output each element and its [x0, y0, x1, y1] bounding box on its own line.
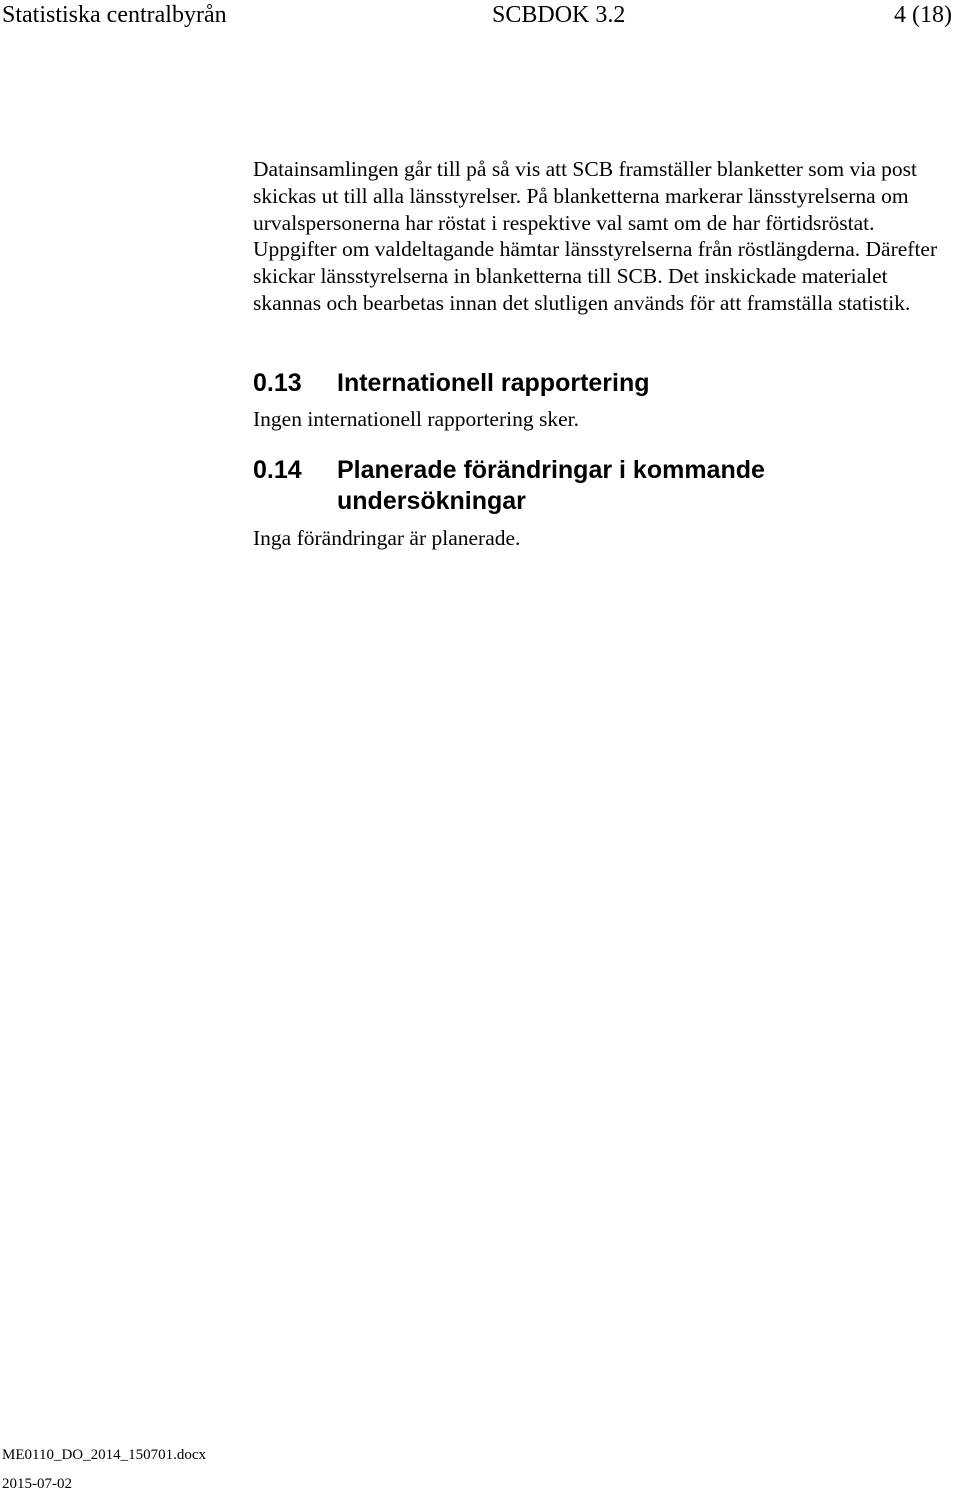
section-title: Internationell rapportering [337, 369, 650, 397]
section-number: 0.13 [253, 369, 302, 397]
page-header [0, 0, 960, 34]
paragraph-international-reporting: Ingen internationell rapportering sker. [253, 407, 579, 431]
header-organization: Statistiska centralbyrån [2, 2, 227, 28]
section-number: 0.14 [253, 456, 302, 484]
footer-filename: ME0110_DO_2014_150701.docx [2, 1447, 207, 1463]
section-title: Planerade förändringar i kommande undersökningar [337, 456, 765, 515]
paragraph-data-collection: Datainsamlingen går till på så vis att SCB framställer blanketter som via post skickas ut till alla länsstyrelser. På blanketterna markerar länsstyrelserna om urvalspersonerna har röstat i respektive val samt om de har förtidsröstat. Uppgifter om valdeltagande hämtar länsstyrelserna från röstlängderna. Därefter skickar länsstyrelserna in blanketterna till SCB. Det inskickade materialet skannas och bearbetas innan det slutligen används för att framställa statistik. [253, 157, 938, 315]
paragraph-planned-changes: Inga förändringar är planerade. [253, 526, 521, 550]
section-heading-international-reporting [253, 368, 953, 399]
header-page-number: 4 (18) [894, 2, 952, 28]
section-heading-planned-changes [253, 455, 953, 517]
header-document-id: SCBDOK 3.2 [492, 2, 626, 28]
footer-date: 2015-07-02 [2, 1476, 72, 1492]
